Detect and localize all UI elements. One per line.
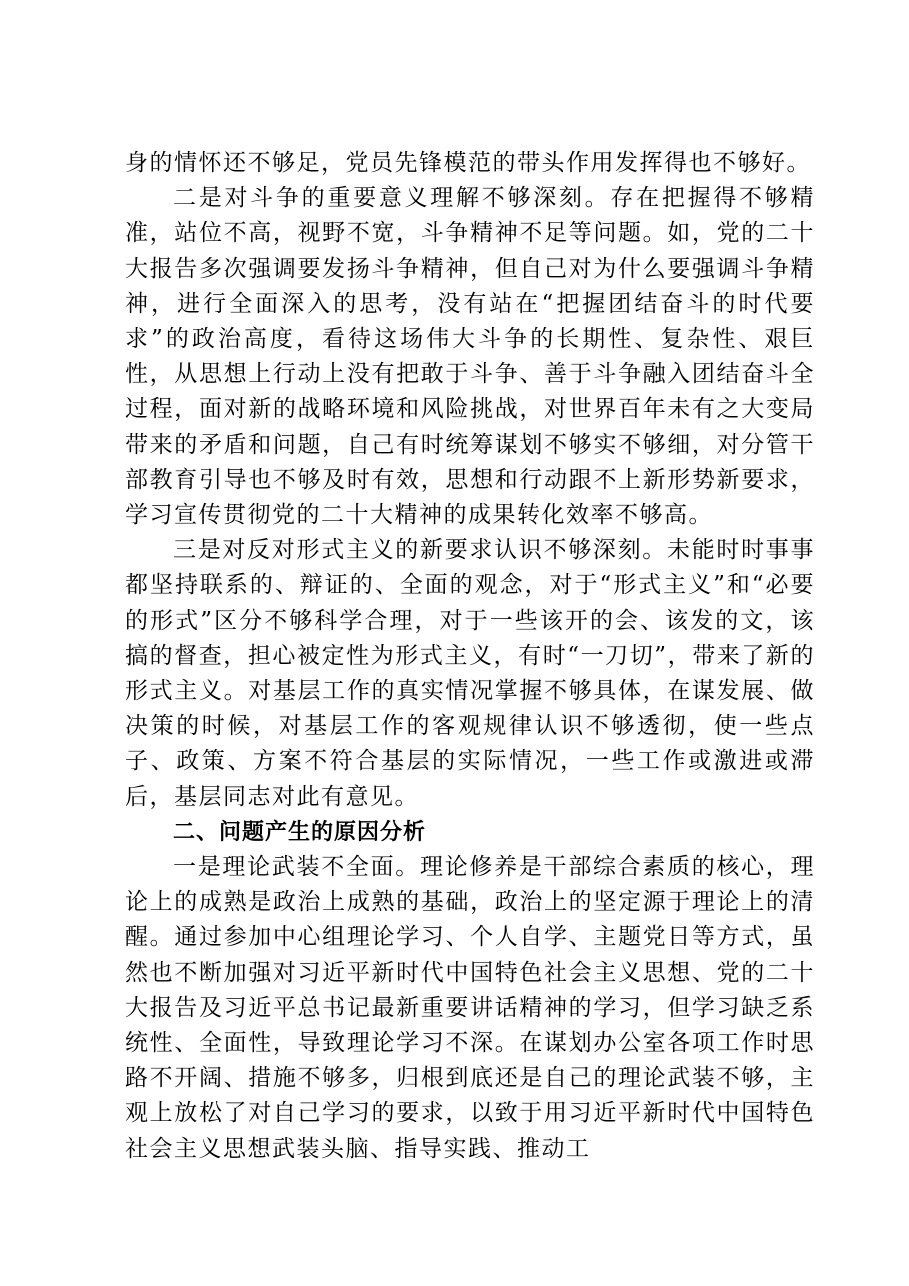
paragraph-continuation: 身的情怀还不够足，党员先锋模范的带头作用发挥得也不够好。 (125, 150, 811, 176)
paragraph-theory: 一是理论武装不全面。理论修养是干部综合素质的核心，理论上的成熟是政治上成熟的基础，政治上的坚定源于理论上的清醒。通过参加中心组理论学习、个人自学、主题党日等方式，虽然也不断加强对习近平新时代中国特色社会主义思想、党的二十大报告及习近平总书记最新重要讲话精神的学习，但学习缺乏系统性、全面性，导致理论学习不深。在谋划办公室各项工作时思路不开阔、措施不够多，归根到底还是自己的理论武装不够，主观上放松了对自己学习的要求，以致于用习近平新时代中国特色社会主义思想武装头脑、指导实践、推动工 (125, 854, 815, 1162)
document-body (125, 146, 815, 1167)
paragraph-struggle: 二是对斗争的重要意义理解不够深刻。存在把握得不够精准，站位不高，视野不宽，斗争精神不足等问题。如，党的二十大报告多次强调要发扬斗争精神，但自己对为什么要强调斗争精神，进行全面深入的思考，没有站在“把握团结奋斗的时代要求”的政治高度，看待这场伟大斗争的长期性、复杂性、艰巨性，从思想上行动上没有把敢于斗争、善于斗争融入团结奋斗全过程，面对新的战略环境和风险挑战，对世界百年未有之大变局带来的矛盾和问题，自己有时统筹谋划不够实不够细，对分管干部教育引导也不够及时有效，思想和行动跟不上新形势新要求，学习宣传贯彻党的二十大精神的成果转化效率不够高。 (125, 185, 815, 529)
section-heading: 二、问题产生的原因分析 (173, 819, 427, 845)
paragraph-formalism: 三是对反对形式主义的新要求认识不够深刻。未能时时事事都坚持联系的、辩证的、全面的观念，对于“形式主义”和“必要的形式”区分不够科学合理，对于一些该开的会、该发的文，该搞的督查，担心被定性为形式主义，有时“一刀切”，带来了新的形式主义。对基层工作的真实情况掌握不够具体，在谋发展、做决策的时候，对基层工作的客观规律认识不够透彻，使一些点子、政策、方案不符合基层的实际情况，一些工作或激进或滞后，基层同志对此有意见。 (125, 537, 815, 810)
